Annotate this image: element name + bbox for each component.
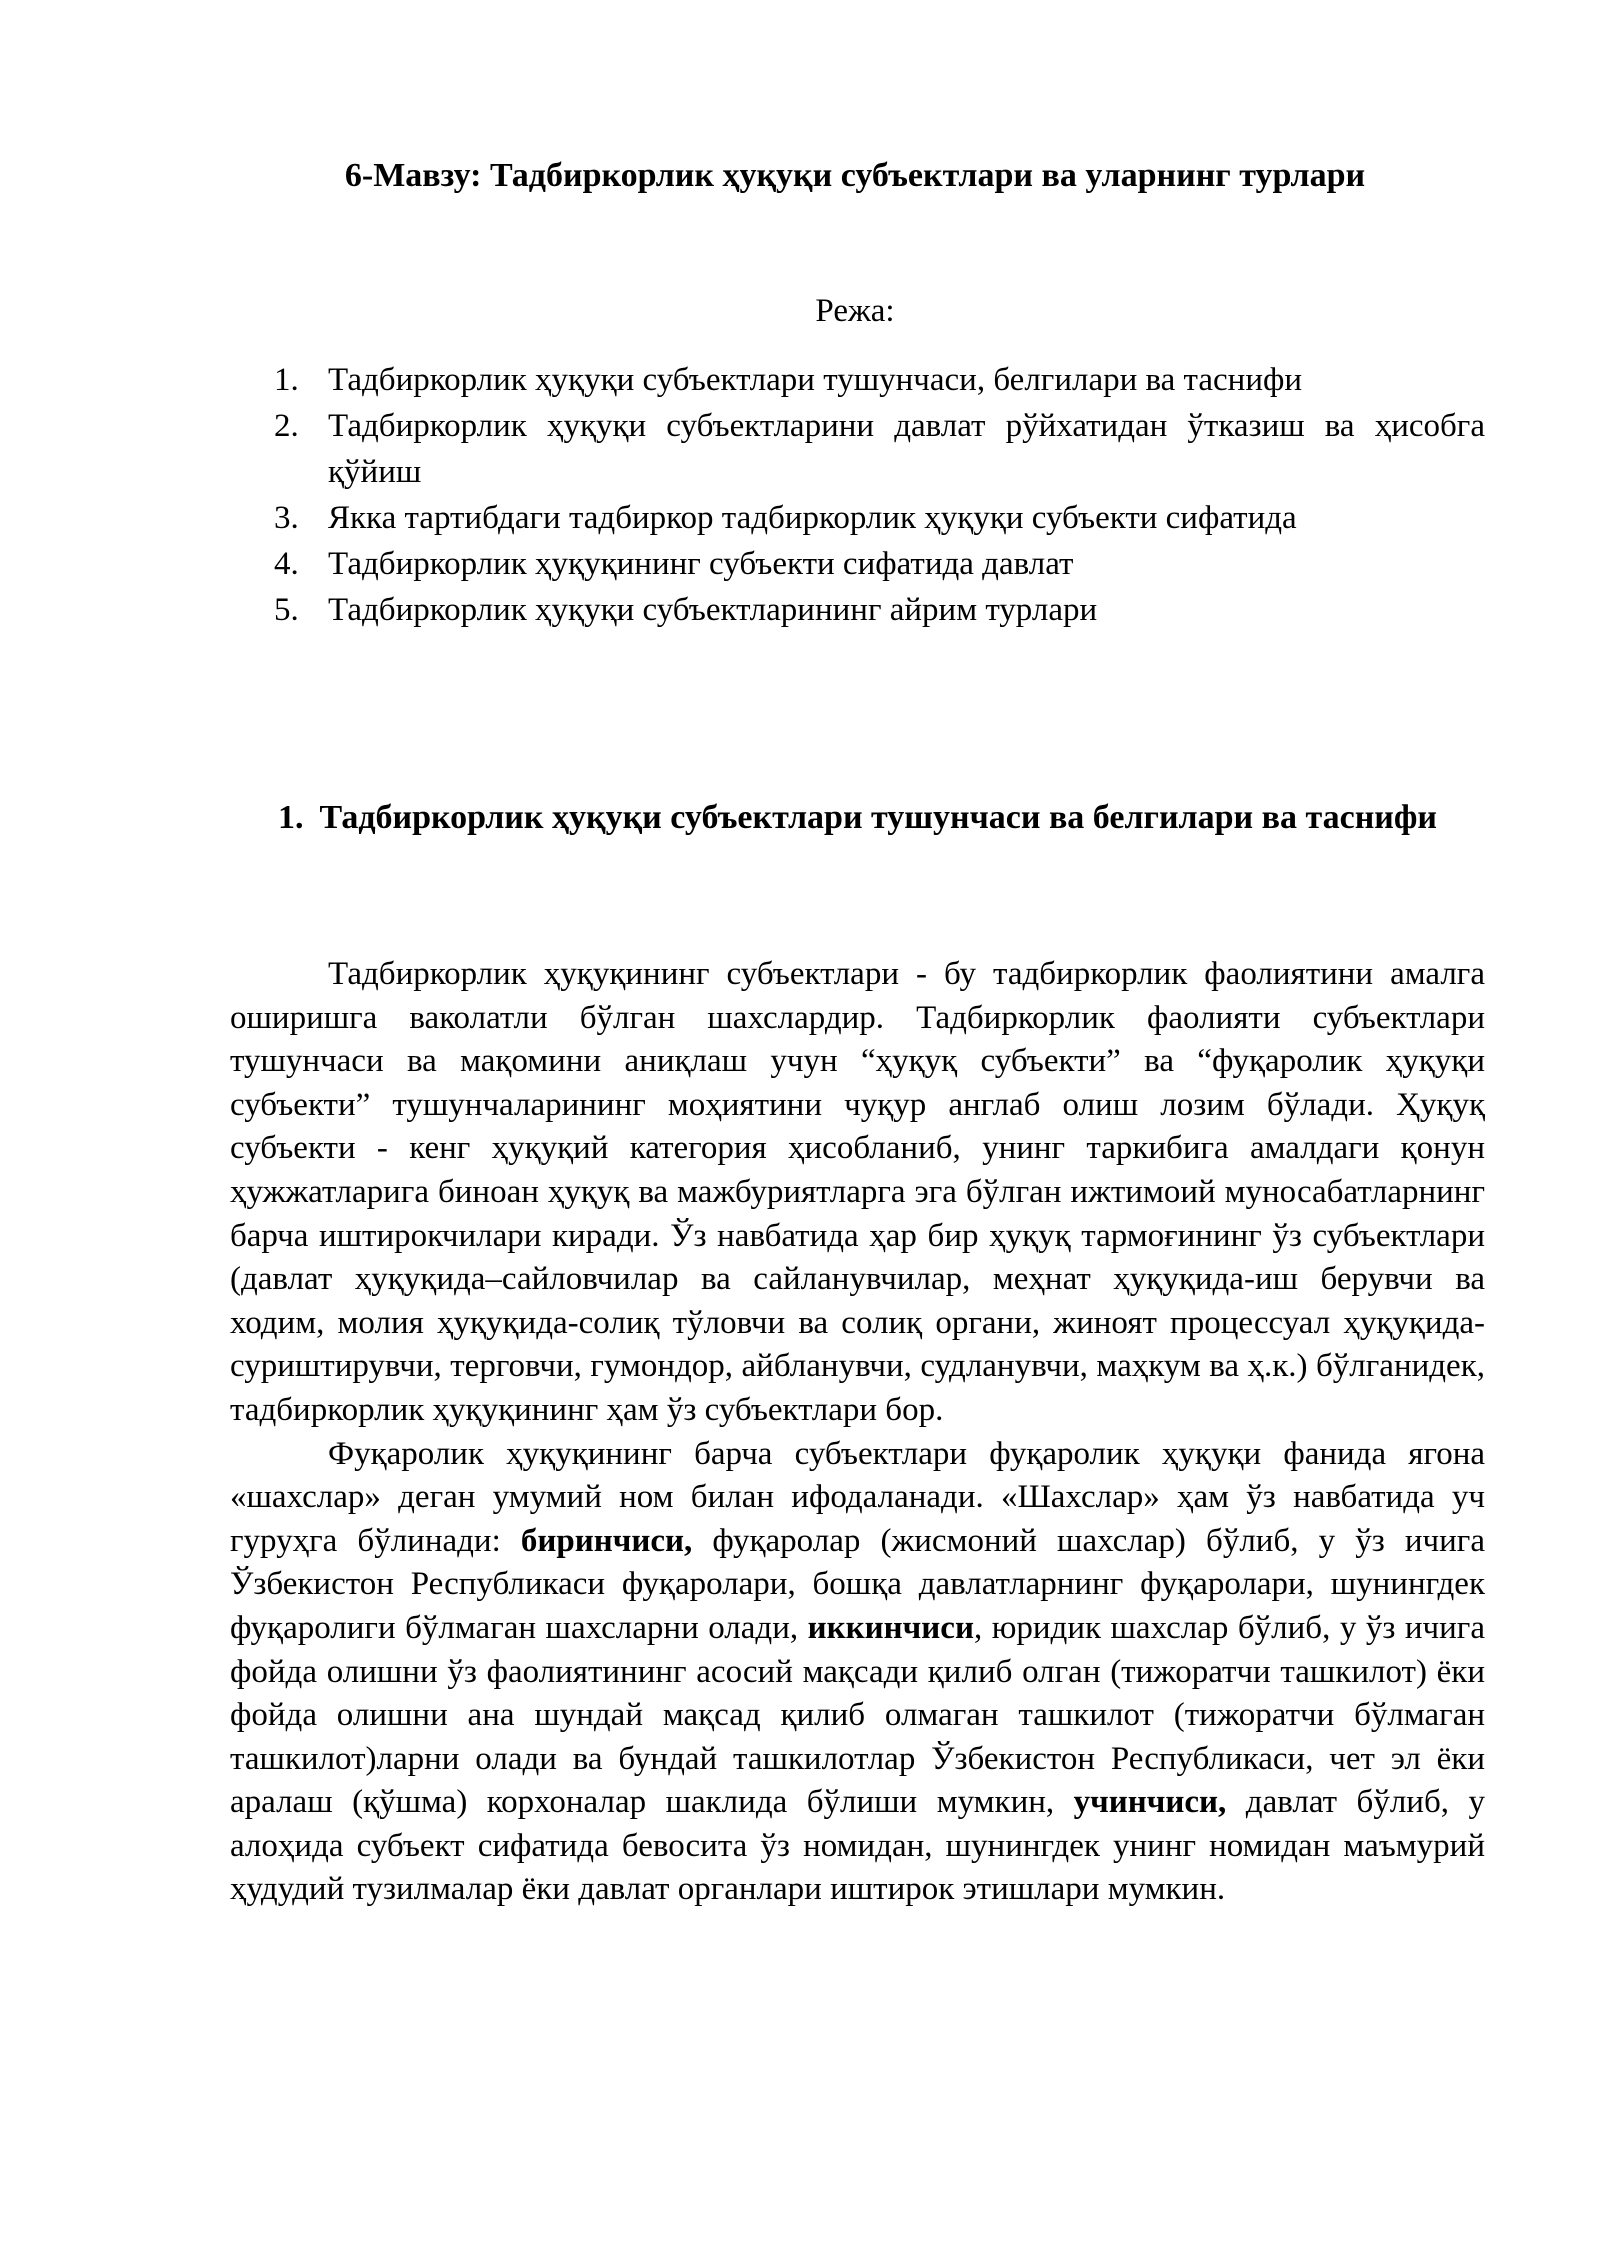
- plan-item: [230, 541, 1485, 587]
- plan-item-text: Тадбиркорлик ҳуқуқи субъектларининг айрим турлари: [328, 592, 1098, 628]
- plan-item-text: Тадбиркорлик ҳуқуқи субъектлари тушунчаси, белгилари ва таснифи: [328, 362, 1303, 398]
- bold-term: учинчиси,: [1073, 1784, 1227, 1821]
- plan-item-number: 1.: [274, 362, 299, 398]
- plan-item-text: Тадбиркорлик ҳуқуқи субъектларини давлат рўйхатидан ўтказиш ва ҳисобга қўйиш: [328, 408, 1485, 490]
- plan-item-number: 4.: [274, 546, 299, 582]
- plan-item-number: 5.: [274, 592, 299, 628]
- bold-term: биринчиси,: [520, 1522, 693, 1559]
- plan-item-text: Тадбиркорлик ҳуқуқининг субъекти сифатида давлат: [328, 546, 1074, 582]
- plan-heading: Режа:: [815, 293, 895, 329]
- plan-item: [230, 357, 1485, 403]
- paragraph: [230, 1433, 1485, 1913]
- section-number: 1.: [278, 799, 304, 836]
- paragraph-text: давлат бўлиб, у алоҳида субъект сифатида бевосита ўз номидан, шунингдек унинг номидан маъмурий ҳудудий тузилмалар ёки давлат органлари иштирок этишлари мумкин.: [230, 1784, 1485, 1908]
- paragraph-text: , юридик шахслар бўлиб, у ўз ичига фойда олишни ўз фаолиятининг асосий мақсади қилиб олган (тижоратчи ташкилот) ёки фойда олишни ана шундай мақсад қилиб олмаган ташкилот (тижоратчи бўлмаган ташкилот)ларни олади ва бундай ташкилотлар Ўзбекистон Республикаси, чет эл ёки аралаш (қўшма) корхоналар шаклида бўлиши мумкин,: [230, 1609, 1485, 1821]
- plan-item: [230, 403, 1485, 495]
- section-heading: [230, 795, 1485, 841]
- document-title: 6-Мавзу: Тадбиркорлик ҳуқуқи субъектлари ва уларнинг турлари: [344, 157, 1366, 194]
- plan-item: [230, 495, 1485, 541]
- bold-term: иккинчиси: [807, 1609, 974, 1646]
- plan-item-number: 3.: [274, 500, 299, 536]
- plan-list: [230, 357, 1485, 633]
- section-title: Тадбиркорлик ҳуқуқи субъектлари тушунчаси ва белгилари ва таснифи: [319, 799, 1437, 836]
- plan-item: [230, 587, 1485, 633]
- paragraph-text: Фуқаролик ҳуқуқининг барча субъектлари фуқаролик ҳуқуқи фанида ягона «шахслар» деган умумий ном билан ифодаланади. «Шахслар» ҳам ўз навбатида уч гуруҳга бўлинади:: [230, 1435, 1485, 1559]
- plan-item-text: Якка тартибдаги тадбиркор тадбиркорлик ҳуқуқи субъекти сифатида: [328, 500, 1297, 536]
- plan-item-number: 2.: [274, 408, 299, 444]
- paragraph-text: фуқаролар (жисмоний шахслар) бўлиб, у ўз ичига Ўзбекистон Республикаси фуқаролари, бошқа давлатларнинг фуқаролари, шунингдек фуқаролиги бўлмаган шахсларни олади,: [230, 1522, 1485, 1646]
- paragraph: Тадбиркорлик ҳуқуқининг субъектлари - бу тадбиркорлик фаолиятини амалга оширишга ваколатли бўлган шахслардир. Тадбиркорлик фаолияти субъектлари тушунчаси ва мақомини аниқлаш учун “ҳуқуқ субъекти” ва “фуқаролик ҳуқуқи субъекти” тушунчаларининг моҳиятини чуқур англаб олиш лозим бўлади. Ҳуқуқ субъекти - кенг ҳуқуқий категория ҳисобланиб, унинг таркибига амалдаги қонун ҳужжатларига биноан ҳуқуқ ва мажбуриятларга эга бўлган ижтимоий муносабатларнинг барча иштирокчилари киради. Ўз навбатида ҳар бир ҳуқуқ тармоғининг ўз субъектлари (давлат ҳуқуқида–сайловчилар ва сайланувчилар, меҳнат ҳуқуқида-иш берувчи ва ходим, молия ҳуқуқида-солиқ тўловчи ва солиқ органи, жиноят процессуал ҳуқуқида-суриштирувчи, терговчи, гумондор, айбланувчи, судланувчи, маҳкум ва ҳ.к.) бўлганидек, тадбиркорлик ҳуқуқининг ҳам ўз субъектлари бор.: [230, 956, 1485, 1428]
- body-text: [230, 953, 1485, 1912]
